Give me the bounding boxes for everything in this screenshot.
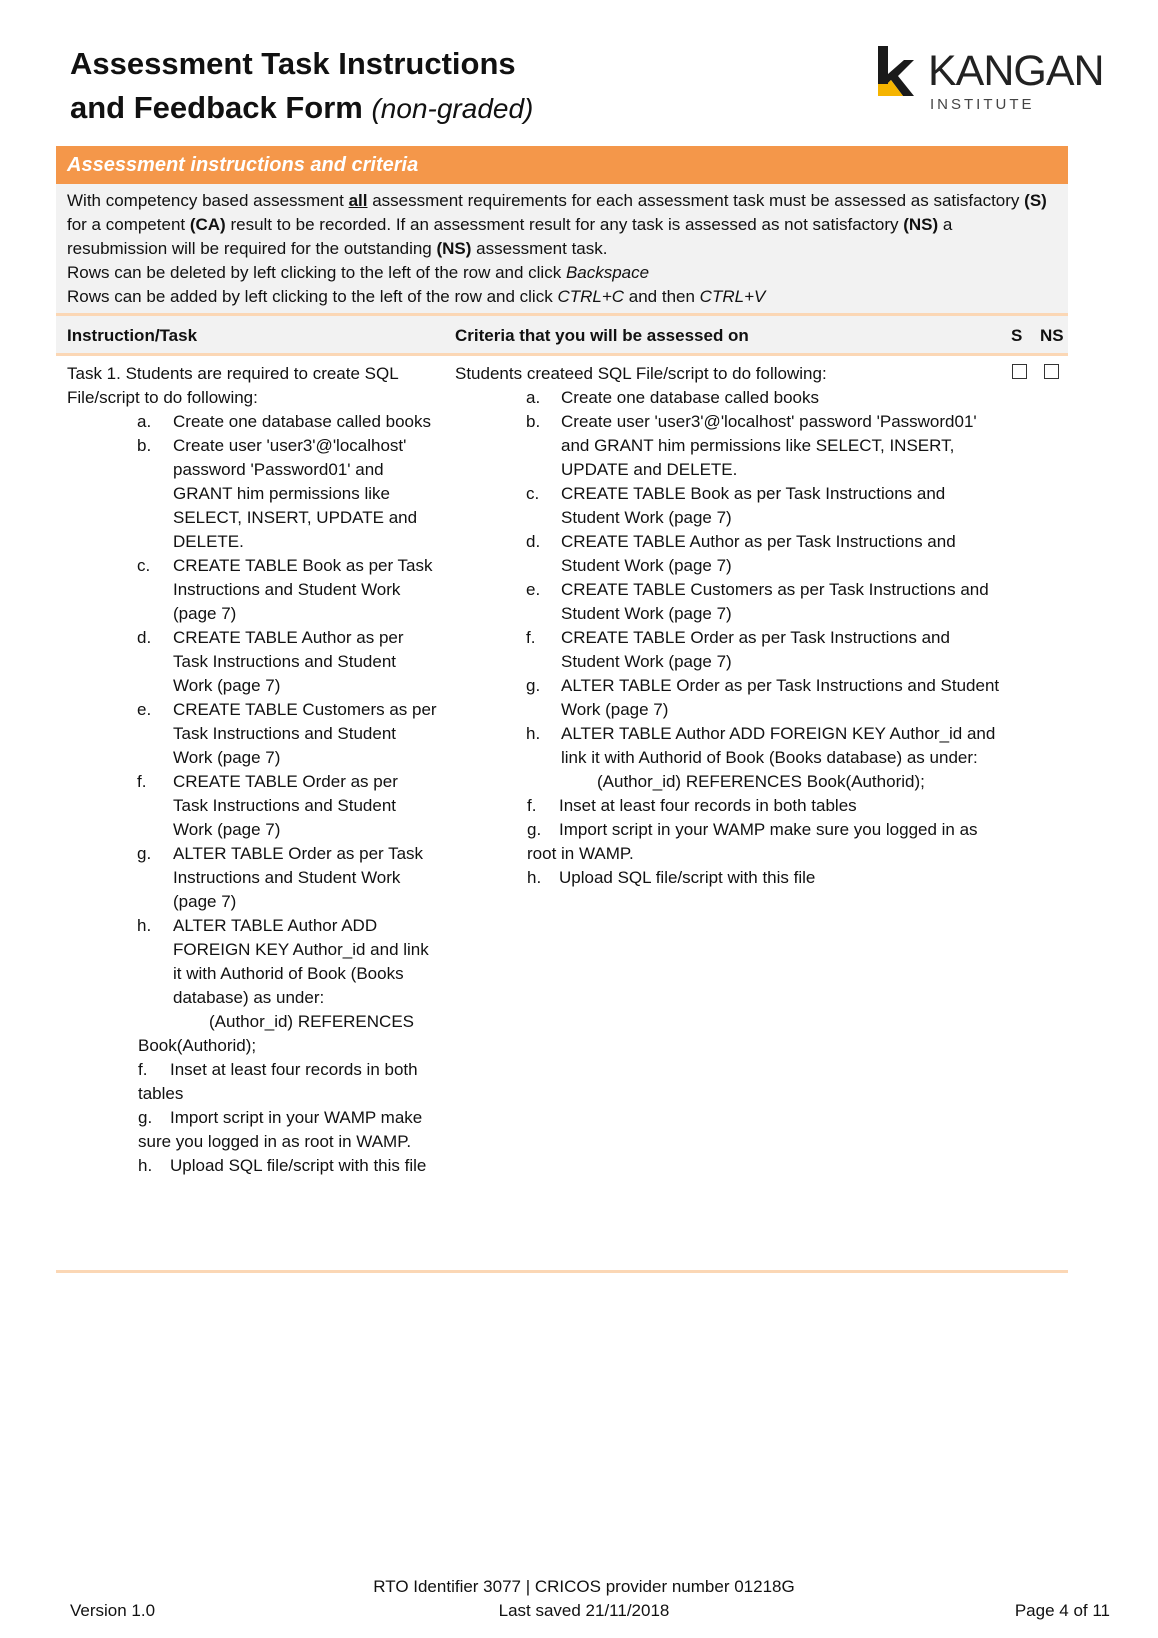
kangan-k-icon	[878, 46, 918, 98]
header-criteria: Criteria that you will be assessed on	[455, 326, 749, 345]
list-text: CREATE TABLE Order as per Task Instructions and Student Work (page 7)	[561, 628, 950, 671]
intro-text: With competency based assessment	[67, 191, 349, 210]
intro-text: for a competent	[67, 215, 190, 234]
list-marker: f.	[526, 628, 536, 647]
code-snippet-continued: Book(Authorid);	[138, 1036, 257, 1055]
logo-subtitle: INSTITUTE	[930, 96, 1035, 113]
list-text: CREATE TABLE Order as per Task Instructions and Student Work (page 7)	[173, 772, 398, 839]
list-text: CREATE TABLE Customers as per Task Instructions and Student Work (page 7)	[561, 580, 989, 623]
list-item	[455, 530, 1000, 578]
code-snippet: (Author_id) REFERENCES Book(Authorid);	[597, 772, 925, 791]
intro-add-rows	[67, 285, 1057, 309]
list-item	[67, 1154, 437, 1178]
list-text: Inset at least four records in both tables	[138, 1060, 418, 1103]
list-item	[455, 386, 1000, 410]
intro-key-backspace: Backspace	[565, 263, 650, 282]
document-title	[70, 42, 533, 131]
list-marker: a.	[526, 388, 541, 407]
header-ns: NS	[1040, 326, 1064, 345]
list-marker: f.	[138, 1060, 148, 1079]
intro-ns-code: (NS)	[903, 215, 939, 234]
list-text: Create user 'user3'@'localhost' password 'Password01' and GRANT him permissions like SELECT, INSERT, UPDATE and DELETE.	[173, 436, 418, 551]
list-text: Inset at least four records in both tables	[559, 796, 857, 815]
section-banner: Assessment instructions and criteria	[56, 146, 1068, 184]
list-text: Upload SQL file/script with this file	[170, 1156, 427, 1175]
intro-emphasis-all: all	[348, 191, 368, 210]
list-text: Create one database called books	[561, 388, 820, 407]
intro-text: and then	[624, 287, 700, 306]
list-marker: e.	[137, 700, 152, 719]
list-marker: h.	[527, 868, 542, 887]
list-item	[67, 842, 437, 914]
list-text: Import script in your WAMP make sure you logged in as root in WAMP.	[527, 820, 978, 863]
logo-wordmark: KANGAN	[928, 47, 1104, 95]
list-item	[67, 1106, 437, 1154]
list-item	[67, 410, 437, 434]
footer-page-number: Page 4 of 11	[1014, 1601, 1110, 1620]
list-text: Import script in your WAMP make sure you logged in as root in WAMP.	[138, 1108, 423, 1151]
list-text: CREATE TABLE Book as per Task Instructions and Student Work (page 7)	[173, 556, 433, 623]
list-text: CREATE TABLE Customers as per Task Instructions and Student Work (page 7)	[173, 700, 437, 767]
intro-s-code: (S)	[1024, 191, 1047, 210]
header-instruction-task: Instruction/Task	[67, 326, 198, 345]
list-item	[455, 722, 1000, 794]
list-item	[455, 482, 1000, 530]
list-item	[455, 818, 1000, 866]
title-line-1: Assessment Task Instructions	[70, 46, 516, 81]
list-marker: d.	[137, 628, 152, 647]
header-s: S	[1011, 326, 1023, 345]
list-marker: g.	[138, 1108, 153, 1127]
list-text: ALTER TABLE Order as per Task Instructions and Student Work (page 7)	[561, 676, 1000, 719]
intro-text: result to be recorded. If an assessment result for any task is assessed as not satisfactory	[225, 215, 904, 234]
criteria-list	[455, 386, 1000, 794]
kangan-logo	[878, 44, 1104, 116]
intro-text: assessment requirements for each assessment task must be assessed as satisfactory	[367, 191, 1025, 210]
list-marker: d.	[526, 532, 541, 551]
list-marker: g.	[527, 820, 542, 839]
intro-text: Rows can be added by left clicking to the left of the row and click	[67, 287, 558, 306]
table-bottom-border	[56, 1270, 1068, 1273]
list-marker: a.	[137, 412, 152, 431]
intro-key-copy: CTRL+C	[557, 287, 625, 306]
title-suffix: (non-graded)	[371, 93, 534, 124]
list-marker: g.	[526, 676, 541, 695]
list-text: CREATE TABLE Author as per Task Instructions and Student Work (page 7)	[173, 628, 404, 695]
list-item	[455, 410, 1000, 482]
list-marker: g.	[137, 844, 152, 863]
intro-key-paste: CTRL+V	[699, 287, 766, 306]
list-text: CREATE TABLE Book as per Task Instructions and Student Work (page 7)	[561, 484, 946, 527]
footer-version: Version 1.0	[70, 1601, 156, 1620]
list-marker: c.	[137, 556, 151, 575]
table-header-row	[56, 316, 1068, 356]
list-marker: b.	[137, 436, 152, 455]
intro-ca-code: (CA)	[189, 215, 226, 234]
code-snippet: (Author_id) REFERENCES	[209, 1012, 415, 1031]
intro-text: Rows can be deleted by left clicking to the left of the row and click	[67, 263, 566, 282]
list-item	[455, 674, 1000, 722]
list-item	[455, 626, 1000, 674]
list-marker: e.	[526, 580, 541, 599]
criteria-cell	[455, 362, 1000, 890]
list-item	[455, 578, 1000, 626]
list-text: ALTER TABLE Author ADD FOREIGN KEY Author_id and link it with Authorid of Book (Books database) as under:	[561, 724, 996, 767]
list-item	[67, 626, 437, 698]
task-list	[67, 410, 437, 1034]
footer-last-saved: Last saved 21/11/2018	[498, 1601, 670, 1620]
list-marker: b.	[526, 412, 541, 431]
list-text: ALTER TABLE Order as per Task Instructions and Student Work (page 7)	[173, 844, 424, 911]
list-text: CREATE TABLE Author as per Task Instructions and Student Work (page 7)	[561, 532, 956, 575]
intro-delete-rows	[67, 261, 1057, 285]
intro-text: assessment task.	[471, 239, 608, 258]
task-lead: Task 1. Students are required to create SQL File/script to do following:	[67, 364, 399, 407]
satisfactory-checkbox[interactable]	[1012, 364, 1027, 379]
footer-rto: RTO Identifier 3077 | CRICOS provider number 01218G	[373, 1577, 795, 1596]
list-marker: c.	[526, 484, 540, 503]
task-cell	[67, 362, 437, 1178]
intro-text: a resubmission will be required for the outstanding	[67, 215, 953, 258]
intro-paragraph	[67, 189, 1057, 261]
list-item	[67, 770, 437, 842]
list-item	[67, 434, 437, 554]
list-text: Create one database called books	[173, 412, 432, 431]
intro-panel	[56, 184, 1068, 316]
title-line-2: and Feedback Form	[70, 90, 363, 125]
criteria-lead: Students createed SQL File/script to do following:	[455, 364, 827, 383]
list-text: Create user 'user3'@'localhost' password 'Password01' and GRANT him permissions like SELECT, INSERT, UPDATE and DELETE.	[561, 412, 977, 479]
list-item	[67, 1058, 437, 1106]
list-item	[455, 794, 1000, 818]
list-marker: h.	[137, 916, 152, 935]
list-marker: f.	[527, 796, 537, 815]
list-item	[67, 914, 437, 1034]
list-marker: h.	[526, 724, 541, 743]
list-item	[67, 554, 437, 626]
list-item	[67, 698, 437, 770]
list-marker: h.	[138, 1156, 153, 1175]
list-text: ALTER TABLE Author ADD FOREIGN KEY Author_id and link it with Authorid of Book (Books database) as under:	[173, 916, 429, 1007]
list-text: Upload SQL file/script with this file	[559, 868, 816, 887]
not-satisfactory-checkbox[interactable]	[1044, 364, 1059, 379]
list-item	[455, 866, 1000, 890]
intro-ns-code: (NS)	[436, 239, 472, 258]
list-marker: f.	[137, 772, 147, 791]
